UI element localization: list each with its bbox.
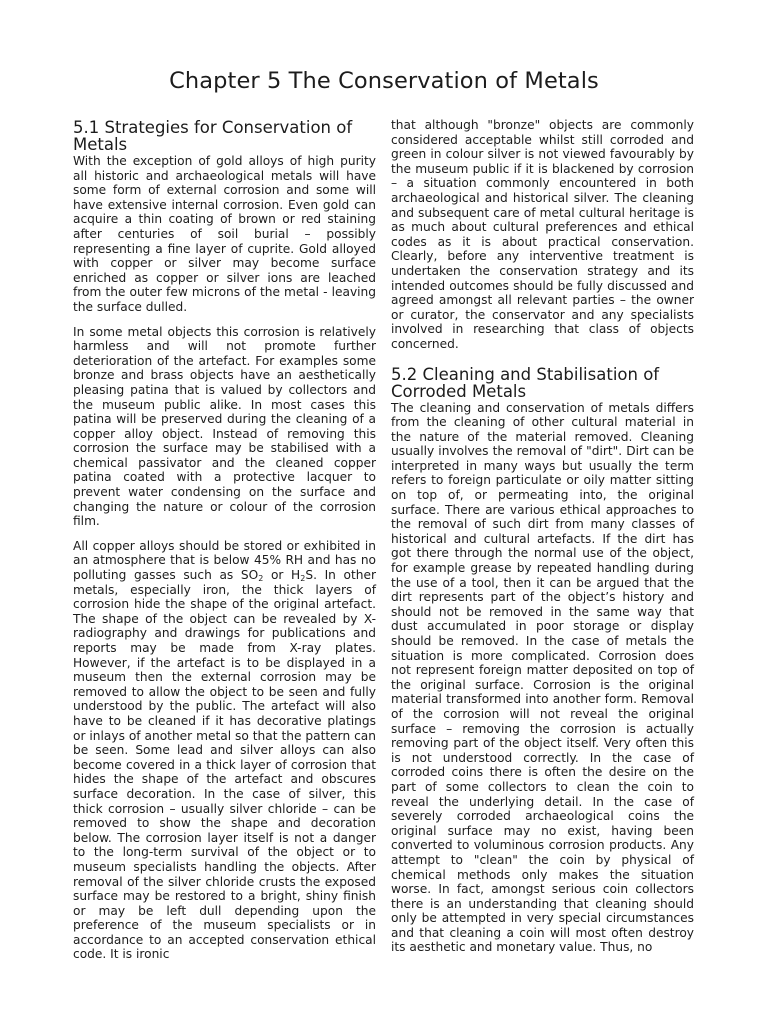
paragraph: that although "bronze" objects are commonly considered acceptable whilst still corroded and green in colour silver is not viewed favourably by the museum public if it is blackened by corrosion – a situation commonly encountered in both archaeological and historical silver. The cleaning and subsequent care of metal cultural heritage is as much about cultural preferences and ethical codes as it is about practical conservation. Clearly, before any interventive treatment is undertaken the conservation strategy and its intended outcomes should be fully discussed and agreed amongst all relevant parties – the owner or curator, the conservator and any specialists involved in researching that class of objects concerned. xyxy=(391,118,694,351)
subscript: 2 xyxy=(258,574,264,584)
left-column xyxy=(73,118,376,972)
paragraph-text: or H xyxy=(263,568,301,583)
paragraph: With the exception of gold alloys of high purity all historic and archaeological metals will have some form of external corrosion and some will have extensive internal corrosion. Even gold can acquire a thin coating of brown or red staining after centuries of soil burial – possibly representing a fine layer of cuprite. Gold alloyed with copper or silver may become surface enriched as copper or silver ions are leached from the outer few microns of the metal - leaving the surface dulled. xyxy=(73,154,376,314)
paragraph: In some metal objects this corrosion is relatively harmless and will not promote further deterioration of the artefact. For examples some bronze and brass objects have an aesthetically pleasing patina that is valued by collectors and the museum public alike. In most cases this patina will be preserved during the cleaning of a copper alloy object. Instead of removing this corrosion the surface may be stabilised with a chemical passivator and the cleaned copper patina coated with a protective lacquer to prevent water condensing on the surface and changing the nature or colour of the corrosion film. xyxy=(73,324,376,529)
subscript: 2 xyxy=(300,574,306,584)
paragraph xyxy=(73,539,376,962)
paragraph: The cleaning and conservation of metals differs from the cleaning of other cultural material in the nature of the material removed. Cleaning usually involves the removal of "dirt". Dirt can be interpreted in many ways but usually the term refers to foreign particulate or oily matter sitting on top of, or permeating into, the original surface. There are various ethical approaches to the removal of such dirt from many classes of historical and cultural artefacts. If the dirt has got there through the normal use of the object, for example grease by repeated handling during the use of a tool, then it can be argued that the dirt represents part of the object’s history and should not be removed in the same way that dust accumulated in poor storage or display should be removed. In the case of metals the situation is more complicated. Corrosion does not represent foreign matter deposited on top of the original surface. Corrosion is the original material transformed into another form. Removal of the corrosion will not reveal the original surface – removing the corrosion is actually removing part of the object itself. Very often this is not understood correctly. In the case of corroded coins there is often the desire on the part of some collectors to clean the coin to reveal the underlying detail. In the case of severely corroded archaeological coins the original surface may no exist, having been converted to voluminous corrosion products. Any attempt to "clean" the coin by physical of chemical methods only makes the situation worse. In fact, amongst serious coin collectors there is an understanding that cleaning should only be attempted in very special circumstances and that cleaning a coin will most often destroy its aesthetic and monetary value. Thus, no xyxy=(391,400,694,955)
chapter-title: Chapter 5 The Conservation of Metals xyxy=(169,68,599,94)
section-heading-5-2: 5.2 Cleaning and Stabilisation of Corroded Metals xyxy=(391,364,660,401)
paragraph-text: All copper alloys should be stored or exhibited in an atmosphere that is below 45% RH and has no polluting gasses such as SO xyxy=(73,538,376,583)
paragraph-text: S. In other metals, especially iron, the thick layers of corrosion hide the shape of the original artefact. The shape of the object can be revealed by X-radiography and drawings for publications and reports may be made from X-ray plates. However, if the artefact is to be displayed in a museum then the external corrosion may be removed to allow the object to be seen and fully understood by the public. The artefact will also have to be cleaned if it has decorative platings or inlays of another metal so that the pattern can be seen. Some lead and silver alloys can also become covered in a thick layer of corrosion that hides the shape of the artefact and obscures surface decoration. In the case of silver, this thick corrosion – usually silver chloride – can be removed to show the shape and decoration below. The corrosion layer itself is not a danger to the long-term survival of the object or to museum specialists handling the objects. After removal of the silver chloride crusts the exposed surface may be restored to a bright, shiny finish or may be left dull depending upon the preference of the museum specialists or in accordance to an accepted conservation ethical code. It is ironic xyxy=(73,568,376,962)
right-column xyxy=(391,118,694,965)
section-heading-5-1: 5.1 Strategies for Conservation of Metals xyxy=(73,118,353,154)
